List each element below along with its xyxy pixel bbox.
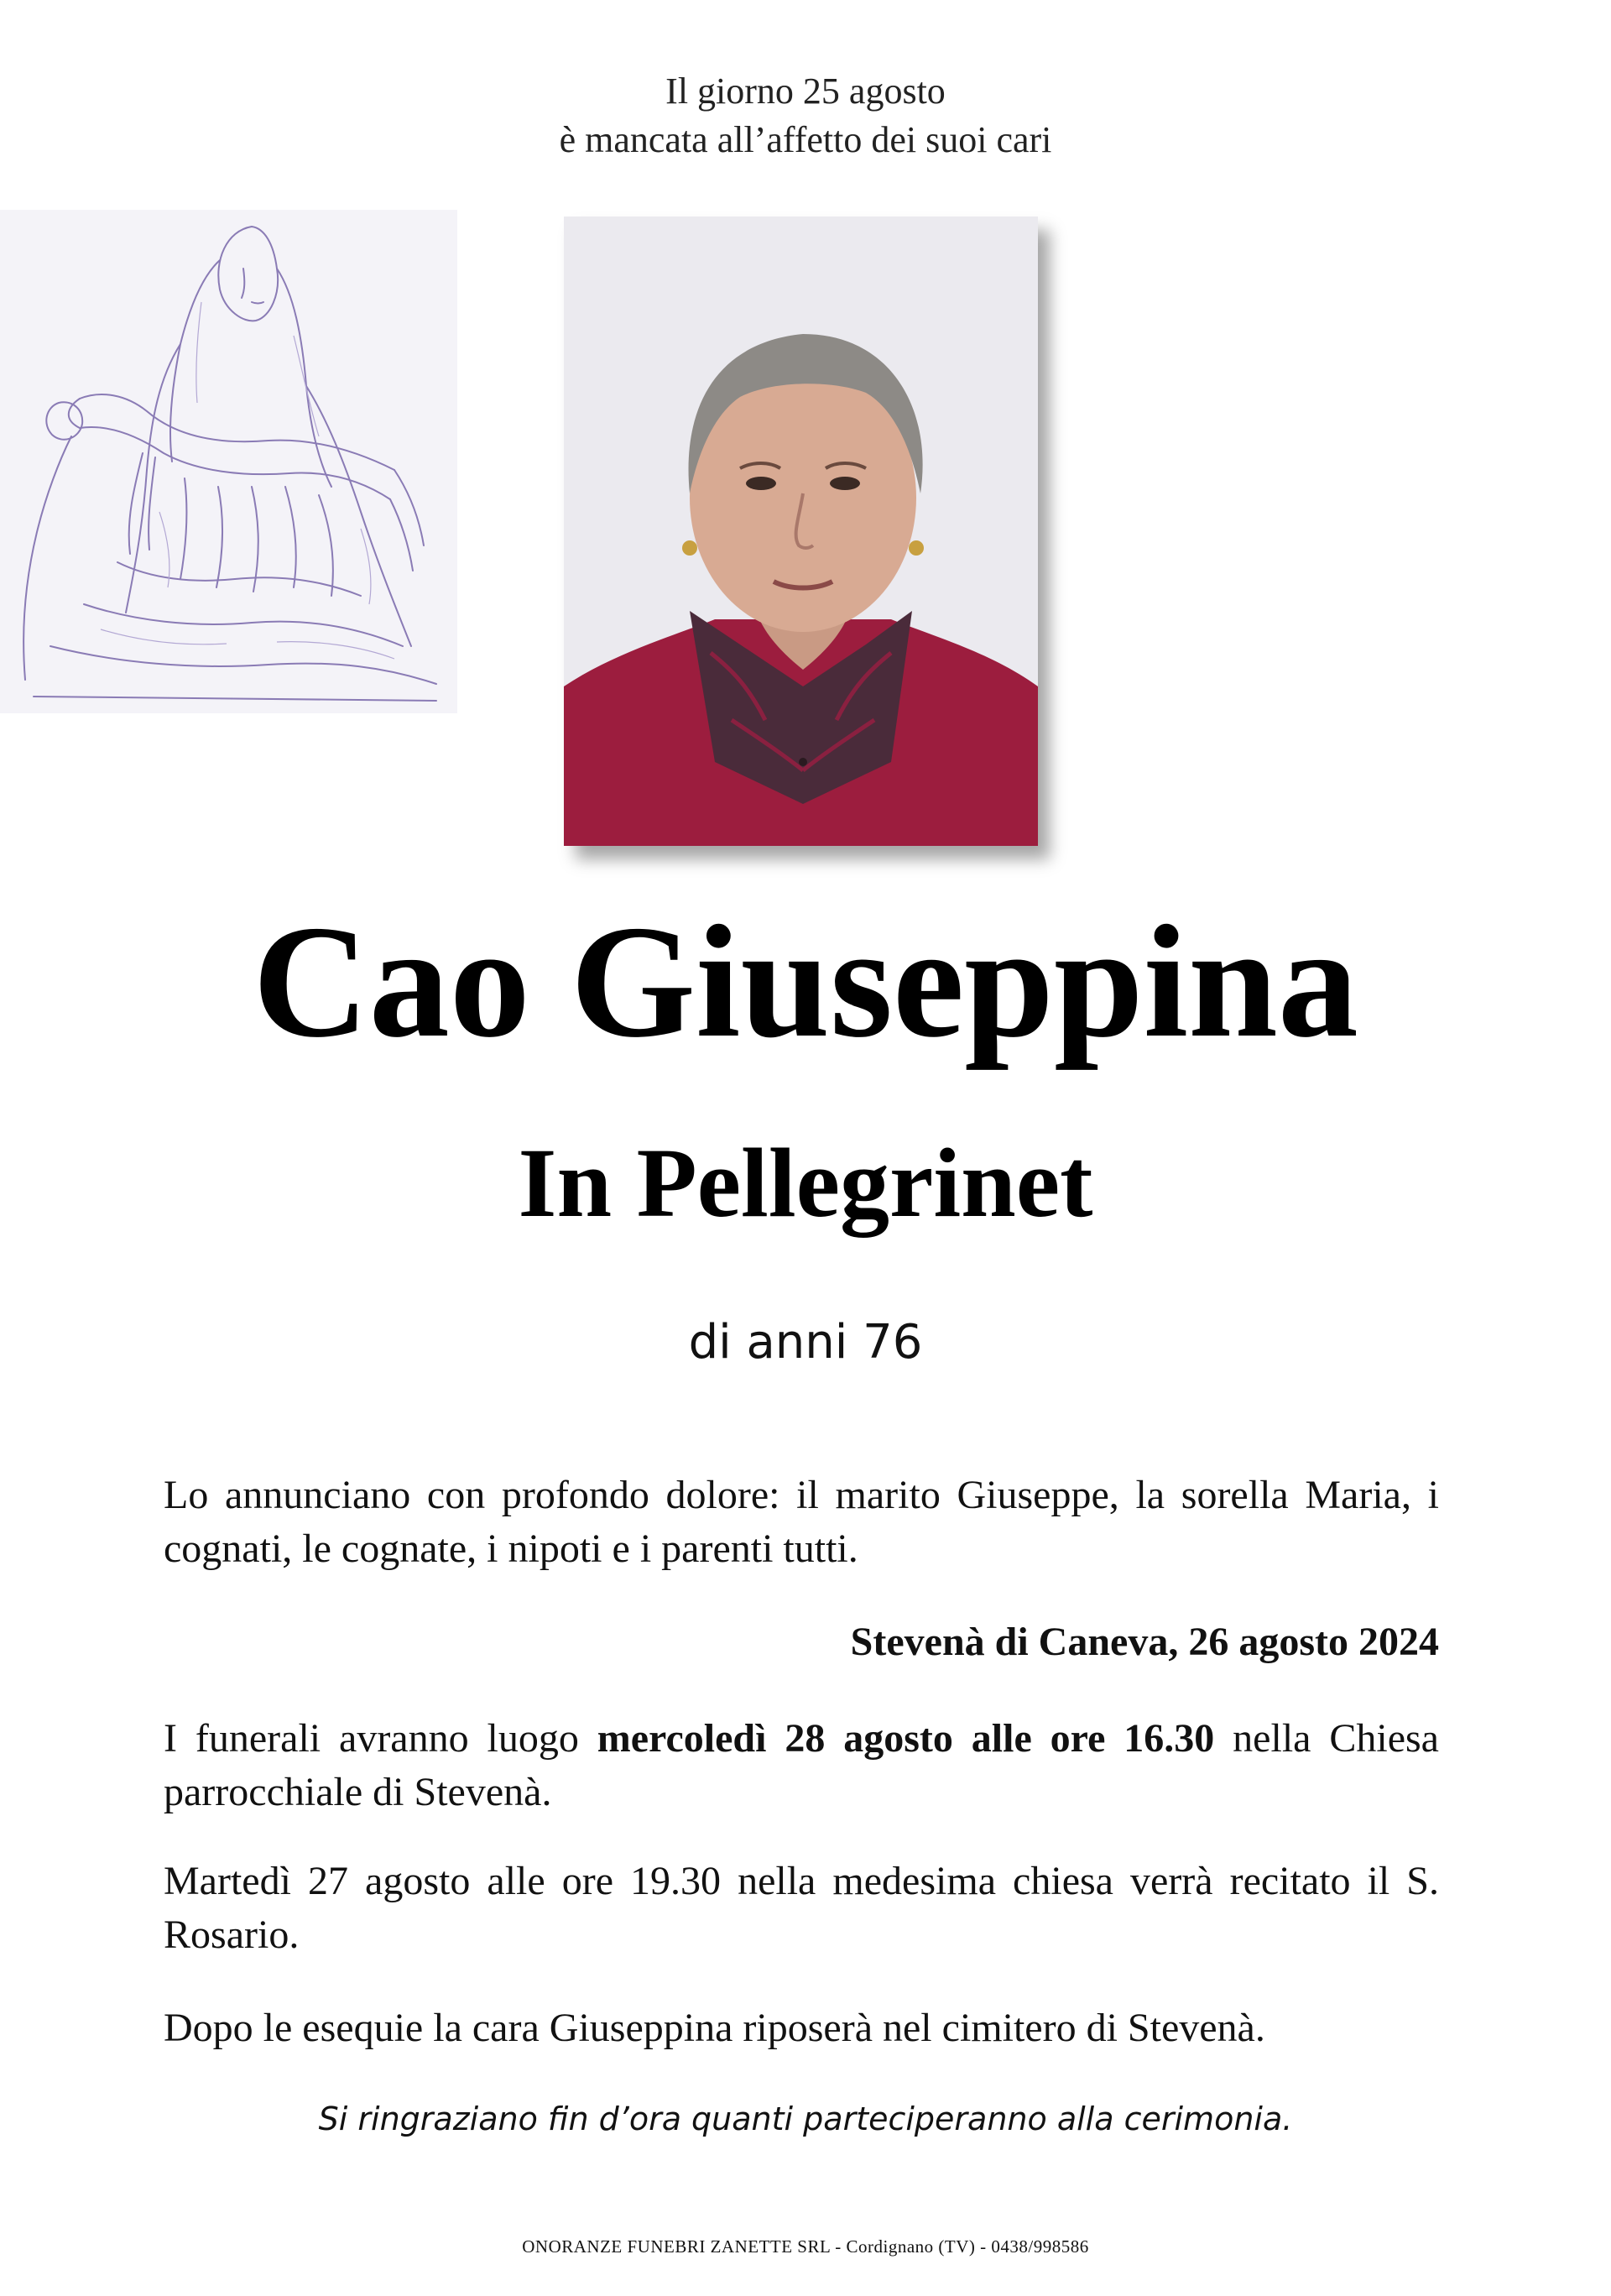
funeral-paragraph	[164, 1712, 1439, 1819]
thanks-line: Si ringraziano fin d’ora quanti parteciperanno alla cerimonia.	[318, 2100, 1293, 2137]
funeral-datetime: mercoledì 28 agosto alle ore 16.30	[597, 1716, 1215, 1761]
funeral-suffix: nella Chiesa parrocchiale di Stevenà.	[164, 1716, 1439, 1814]
funeral-home-footer: ONORANZE FUNEBRI ZANETTE SRL - Cordignano (TV) - 0438/998586	[522, 2236, 1089, 2257]
place-date-line: Stevenà di Caneva, 26 agosto 2024	[850, 1620, 1439, 1664]
married-name: In Pellegrinet	[518, 1128, 1093, 1238]
intro-text	[0, 67, 1611, 164]
intro-line-passing: è mancata all’affetto dei suoi cari	[559, 119, 1052, 160]
age-line: di anni 76	[688, 1315, 923, 1370]
deceased-name: Cao Giuseppina	[253, 892, 1358, 1071]
burial-paragraph: Dopo le esequie la cara Giuseppina riposerà nel cimitero di Stevenà.	[164, 2006, 1265, 2050]
portrait-photo	[564, 217, 1038, 846]
pieta-sketch-icon	[0, 210, 457, 713]
announcement-paragraph: Lo annunciano con profondo dolore: il marito Giuseppe, la sorella Maria, i cognati, le cognate, i nipoti e i parenti tutti.	[164, 1473, 1439, 1571]
portrait-photo-icon	[564, 217, 1038, 846]
intro-line-date: Il giorno 25 agosto	[665, 70, 946, 112]
rosary-paragraph: Martedì 27 agosto alle ore 19.30 nella medesima chiesa verrà recitato il S. Rosario.	[164, 1859, 1439, 1957]
funeral-prefix: I funerali avranno luogo	[164, 1716, 597, 1761]
